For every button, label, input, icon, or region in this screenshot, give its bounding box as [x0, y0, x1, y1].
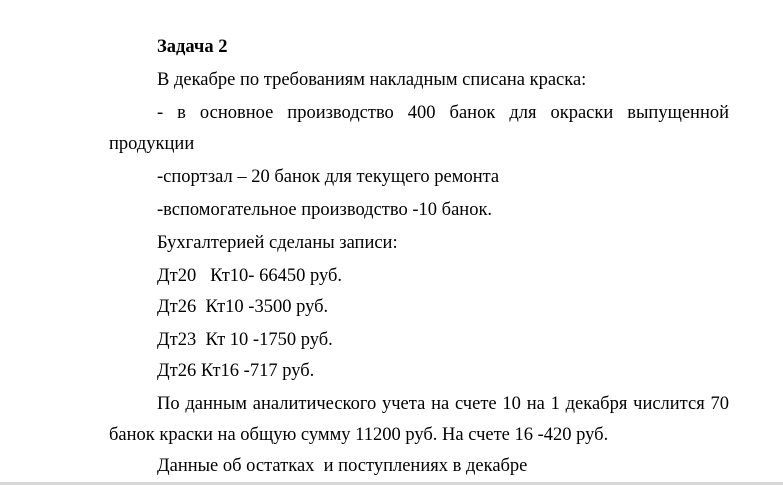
- paragraph-line: -вспомогательное производство -10 банок.: [157, 200, 493, 220]
- paragraph-line: продукции: [109, 134, 195, 154]
- paragraph-line: По данным аналитического учета на счете 10 на 1 декабря числится 70: [157, 394, 729, 414]
- task-heading: Задача 2: [157, 37, 228, 57]
- paragraph-line: - в основное производство 400 банок для окраски выпущенной: [157, 103, 729, 123]
- paragraph-line: банок краски на общую сумму 11200 руб. На счете 16 -420 руб.: [109, 425, 609, 445]
- paragraph-line: Бухгалтерией сделаны записи:: [157, 233, 398, 253]
- paragraph-line: Данные об остатках и поступлениях в декабре: [157, 456, 528, 476]
- entry-line: Дт23 Кт 10 -1750 руб.: [157, 330, 333, 350]
- entry-line: Дт20 Кт10- 66450 руб.: [157, 266, 343, 286]
- paragraph-line: В декабре по требованиям накладным списана краска:: [157, 70, 587, 90]
- entry-line: Дт26 Кт16 -717 руб.: [157, 361, 315, 381]
- entry-line: Дт26 Кт10 -3500 руб.: [157, 297, 329, 317]
- paragraph-line: -спортзал – 20 банок для текущего ремонта: [157, 167, 500, 187]
